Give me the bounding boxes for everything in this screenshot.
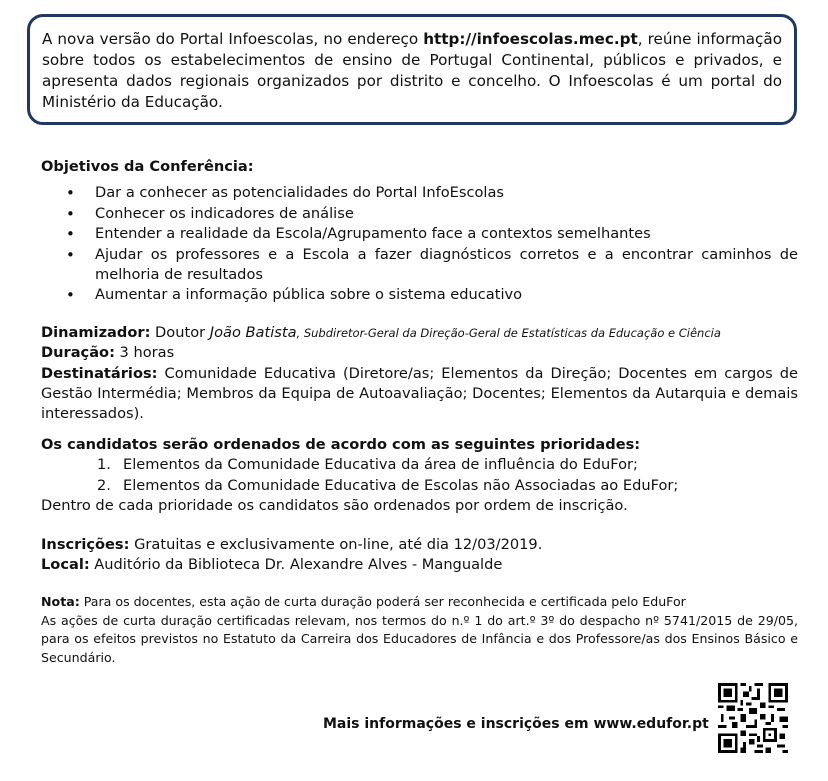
priorities-section <box>41 435 798 517</box>
note-line-2: As ações de curta duração certificadas relevam, nos termos do n.º 1 do art.º 3º do despacho nº 5741/2015 de 29/05, para os efeitos previstos no Estatuto da Carreira dos Educadores de Infância e dos Professore/as dos Ensinos Básico e Secundário. <box>41 612 798 665</box>
destinatarios-value: Comunidade Educativa (Diretore/as; Elementos da Direção; Docentes em cargos de Gestão Intermédia; Membros da Equipa de Autoavaliação; Docentes; Elementos da Autarquia e demais interessados). <box>41 364 798 423</box>
main-content <box>41 157 798 667</box>
priority-text: Elementos da Comunidade Educativa da área de influência do EduFor; <box>123 456 638 474</box>
registration-section <box>41 535 798 576</box>
destinatarios-line <box>41 364 798 425</box>
infoescolas-link[interactable]: http://infoescolas.mec.pt <box>423 30 638 48</box>
qr-code-icon[interactable] <box>718 683 788 753</box>
priority-number: 2. <box>97 476 111 494</box>
more-info-text[interactable]: Mais informações e inscrições em www.edufor.pt <box>323 716 709 732</box>
list-item: • Conhecer os indicadores de análise <box>95 204 798 224</box>
dinamizador-line <box>41 323 798 343</box>
inscricoes-value: Gratuitas e exclusivamente on-line, até dia 12/03/2019. <box>129 535 543 553</box>
dinamizador-name: João Batista <box>209 323 297 341</box>
note-text-1: Para os docentes, esta ação de curta duração poderá ser reconhecida e certificada pelo EduFor <box>79 594 686 610</box>
list-item <box>97 476 798 496</box>
priority-text: Elementos da Comunidade Educativa de Escolas não Associadas ao EduFor; <box>123 476 679 494</box>
list-item <box>97 455 798 475</box>
intro-text-after: , reúne informação sobre todos os estabelecimentos de ensino de Portugal Continental, públicos e privados, e apresenta dados regionais organizados por distrito e concelho. O Infoescolas é um portal do Ministério da Educação. <box>42 30 782 111</box>
list-item: • Ajudar os professores e a Escola a fazer diagnósticos corretos e a encontrar caminhos de melhoria de resultados <box>95 245 798 286</box>
objectives-heading: Objetivos da Conferência: <box>41 158 254 175</box>
priorities-heading: Os candidatos serão ordenados de acordo com as seguintes prioridades: <box>41 435 641 453</box>
local-value: Auditório da Biblioteca Dr. Alexandre Alves - Mangualde <box>89 555 503 573</box>
duracao-line <box>41 343 798 363</box>
local-line <box>41 555 798 575</box>
conference-details <box>41 323 798 425</box>
dinamizador-prefix: Doutor <box>150 323 210 341</box>
duracao-label: Duração: <box>41 344 115 362</box>
note-label: Nota: <box>41 594 80 610</box>
list-item: • Entender a realidade da Escola/Agrupamento face a contextos semelhantes <box>95 224 798 244</box>
duracao-value: 3 horas <box>114 344 175 362</box>
dinamizador-role: , Subdiretor-Geral da Direção-Geral de Estatísticas da Educação e Ciência <box>296 325 721 340</box>
destinatarios-label: Destinatários: <box>41 364 158 382</box>
inscricoes-line <box>41 535 798 555</box>
priority-number: 1. <box>97 456 111 474</box>
local-label: Local: <box>41 555 90 573</box>
note-section <box>41 593 798 667</box>
list-item: • Dar a conhecer as potencialidades do Portal InfoEscolas <box>95 183 798 203</box>
dinamizador-label: Dinamizador: <box>41 323 151 341</box>
priorities-list <box>41 455 798 496</box>
intro-box <box>27 14 797 125</box>
list-item: • Aumentar a informação pública sobre o sistema educativo <box>95 285 798 305</box>
priorities-footer: Dentro de cada prioridade os candidatos são ordenados por ordem de inscrição. <box>41 497 628 515</box>
inscricoes-label: Inscrições: <box>41 535 130 553</box>
objectives-list <box>41 183 798 305</box>
intro-text-before: A nova versão do Portal Infoescolas, no endereço <box>42 30 424 48</box>
note-line-1 <box>41 593 798 612</box>
